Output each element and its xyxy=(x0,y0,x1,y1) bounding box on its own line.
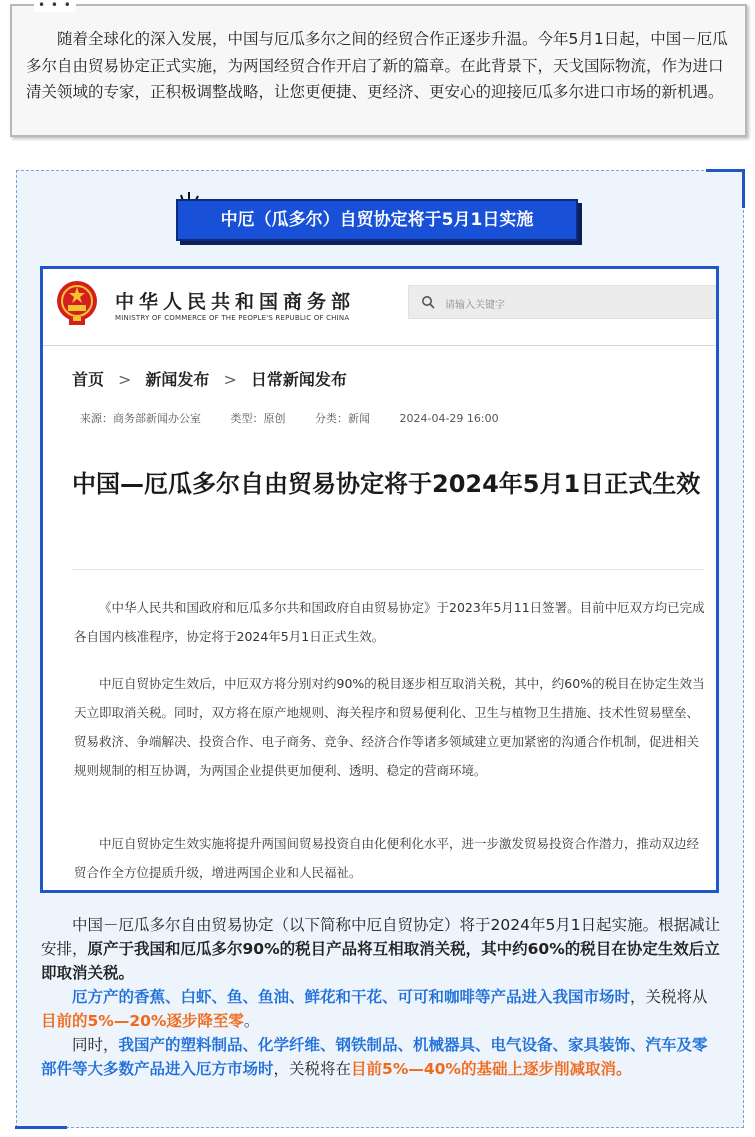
breadcrumb-item-daily-news[interactable]: 日常新闻发布 xyxy=(250,370,347,389)
body-text-bold: 原产于我国和厄瓜多尔90%的税目产品将互相取消关税，其中约60%的税目在协定生效后立即取消关税。 xyxy=(41,940,720,982)
body-text-plain: 。 xyxy=(243,1012,260,1030)
site-name: 中华人民共和国商务部 xyxy=(115,291,356,313)
breadcrumb-item-home[interactable]: 首页 xyxy=(72,370,105,389)
body-paragraph-2 xyxy=(41,985,721,1033)
intro-box xyxy=(10,0,747,137)
body-text-orange: 目前5%—40%的基础上逐步削减取消。 xyxy=(351,1060,632,1078)
body-text-blue: 我国产的塑料制品、化学纤维、钢铁制品、机械器具、电气设备、家具装饰、汽车及零部件等大多数产品进入厄方市场时 xyxy=(41,1036,708,1078)
article-title: 中国—厄瓜多尔自由贸易协定将于2024年5月1日正式生效 xyxy=(72,470,701,498)
body-text xyxy=(41,913,721,1081)
site-name-english: MINISTRY OF COMMERCE OF THE PEOPLE'S REPUBLIC OF CHINA xyxy=(115,314,350,322)
breadcrumb-separator: > xyxy=(118,370,132,389)
breadcrumb-item-news[interactable]: 新闻发布 xyxy=(145,370,210,389)
meta-category: 分类：新闻 xyxy=(315,412,370,425)
body-paragraph-1 xyxy=(41,913,721,985)
article-meta xyxy=(80,410,525,426)
search-placeholder: 请输入关键字 xyxy=(445,300,505,311)
meta-source: 来源：商务部新闻办公室 xyxy=(80,412,201,425)
site-header xyxy=(43,269,716,345)
article-paragraph: 《中华人民共和国政府和厄瓜多尔共和国政府自由贸易协定》于2023年5月11日签署。目前中厄双方均已完成各自国内核准程序，协定将于2024年5月1日正式生效。 xyxy=(74,600,705,644)
news-screenshot xyxy=(40,266,719,893)
meta-datetime: 2024-04-29 16:00 xyxy=(399,412,499,425)
banner-title: 中厄（瓜多尔）自贸协定将于5月1日实施 xyxy=(176,199,578,241)
intro-dots: • • • xyxy=(34,0,76,12)
emblem-icon xyxy=(55,279,99,327)
search-icon[interactable] xyxy=(421,295,435,309)
body-text-plain: ，关税将从 xyxy=(630,988,708,1006)
search-input[interactable] xyxy=(408,285,719,319)
meta-type: 类型：原创 xyxy=(230,412,286,425)
body-paragraph-3 xyxy=(41,1033,721,1081)
intro-text: 随着全球化的深入发展，中国与厄瓜多尔之间的经贸合作正逐步升温。今年5月1日起，中国－厄瓜多尔自由贸易协定正式实施，为两国经贸合作开启了新的篇章。在此背景下，天戈国际物流，作为进口清关领域的专家，正积极调整战略，让您更便捷、更经济、更安心的迎接厄瓜多尔进口市场的新机遇。 xyxy=(26,30,728,101)
body-text-plain: ，关税将在 xyxy=(273,1060,352,1078)
breadcrumb-separator: > xyxy=(223,370,237,389)
header-divider xyxy=(43,345,716,346)
body-text-orange: 目前的5%—20%逐步降至零 xyxy=(41,1012,244,1030)
body-text-plain: 同时， xyxy=(72,1036,119,1054)
corner-decoration xyxy=(706,169,745,208)
corner-decoration xyxy=(15,1126,67,1129)
article-paragraph: 中厄自贸协定生效后，中厄双方将分别对约90%的税目逐步相互取消关税，其中，约60%的税目在协定生效当天立即取消关税。同时，双方将在原产地规则、海关程序和贸易便利化、卫生与植物卫生措施、技术性贸易壁垒、贸易救济、争端解决、投资合作、电子商务、竞争、经济合作等诸多领域建立更加紧密的沟通合作机制，促进相关规则规制的相互协调，为两国企业提供更加便利、透明、稳定的营商环境。 xyxy=(74,676,705,778)
article-paragraph: 中厄自贸协定生效实施将提升两国间贸易投资自由化便利化水平，进一步激发贸易投资合作潜力，推动双边经贸合作全方位提质升级，增进两国企业和人民福祉。 xyxy=(74,836,700,880)
title-divider xyxy=(72,569,704,570)
breadcrumb xyxy=(72,367,347,390)
body-text-plain: 中国－厄瓜多尔自由贸易协定（以下简称中厄自贸协定）将于2024年5月1日起实施。根据减让安排， xyxy=(41,916,721,958)
body-text-blue: 厄方产的香蕉、白虾、鱼、鱼油、鲜花和干花、可可和咖啡等产品进入我国市场时 xyxy=(72,988,631,1006)
